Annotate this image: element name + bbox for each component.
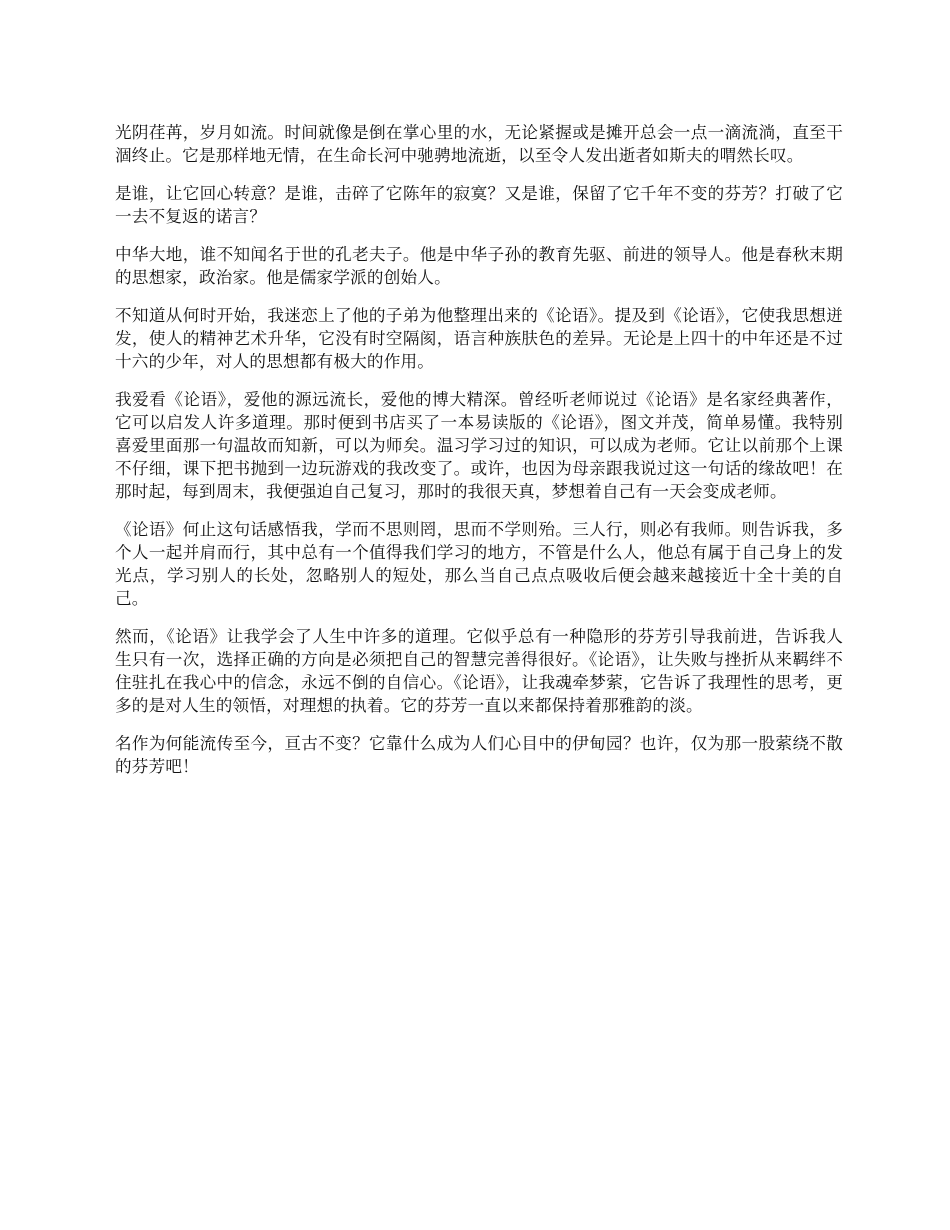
paragraph: 是谁，让它回心转意？是谁，击碎了它陈年的寂寞？又是谁，保留了它千年不变的芬芳？打破了它一去不复返的诺言？ xyxy=(115,184,843,226)
paragraph: 《论语》何止这句话感悟我，学而不思则罔，思而不学则殆。三人行，则必有我师。则告诉我，多个人一起并肩而行，其中总有一个值得我们学习的地方，不管是什么人，他总有属于自己身上的发光点，学习别人的长处，忽略别人的短处，那么当自己点点吸收后便会越来越接近十全十美的自己。 xyxy=(115,520,843,608)
paragraph: 名作为何能流传至今，亘古不变？它靠什么成为人们心目中的伊甸园？也许，仅为那一股萦绕不散的芬芳吧！ xyxy=(115,734,843,776)
document-body xyxy=(115,121,843,793)
paragraph: 不知道从何时开始，我迷恋上了他的子弟为他整理出来的《论语》。提及到《论语》，它使我思想迸发，使人的精神艺术升华，它没有时空隔阂，语言种族肤色的差异。无论是上四十的中年还是不过十六的少年，对人的思想都有极大的作用。 xyxy=(115,306,843,371)
paragraph: 光阴荏苒，岁月如流。时间就像是倒在掌心里的水，无论紧握或是摊开总会一点一滴流淌，直至干涸终止。它是那样地无情，在生命长河中驰骋地流逝，以至令人发出逝者如斯夫的喟然长叹。 xyxy=(115,123,843,165)
paragraph: 然而，《论语》让我学会了人生中许多的道理。它似乎总有一种隐形的芬芳引导我前进，告诉我人生只有一次，选择正确的方向是必须把自己的智慧完善得很好。《论语》，让失败与挫折从来羁绊不住驻扎在我心中的信念，永远不倒的自信心。《论语》，让我魂牵梦萦，它告诉了我理性的思考，更多的是对人生的领悟，对理想的执着。它的芬芳一直以来都保持着那雅韵的淡。 xyxy=(115,627,843,715)
paragraph: 中华大地，谁不知闻名于世的孔老夫子。他是中华子孙的教育先驱、前进的领导人。他是春秋末期的思想家，政治家。他是儒家学派的创始人。 xyxy=(115,245,843,287)
paragraph: 我爱看《论语》，爱他的源远流长，爱他的博大精深。曾经听老师说过《论语》是名家经典著作，它可以启发人许多道理。那时便到书店买了一本易读版的《论语》，图文并茂，简单易懂。我特别喜爱里面那一句温故而知新，可以为师矣。温习学习过的知识，可以成为老师。它让以前那个上课不仔细，课下把书抛到一边玩游戏的我改变了。或许，也因为母亲跟我说过这一句话的缘故吧！在那时起，每到周末，我便强迫自己复习，那时的我很天真，梦想着自己有一天会变成老师。 xyxy=(115,390,843,501)
